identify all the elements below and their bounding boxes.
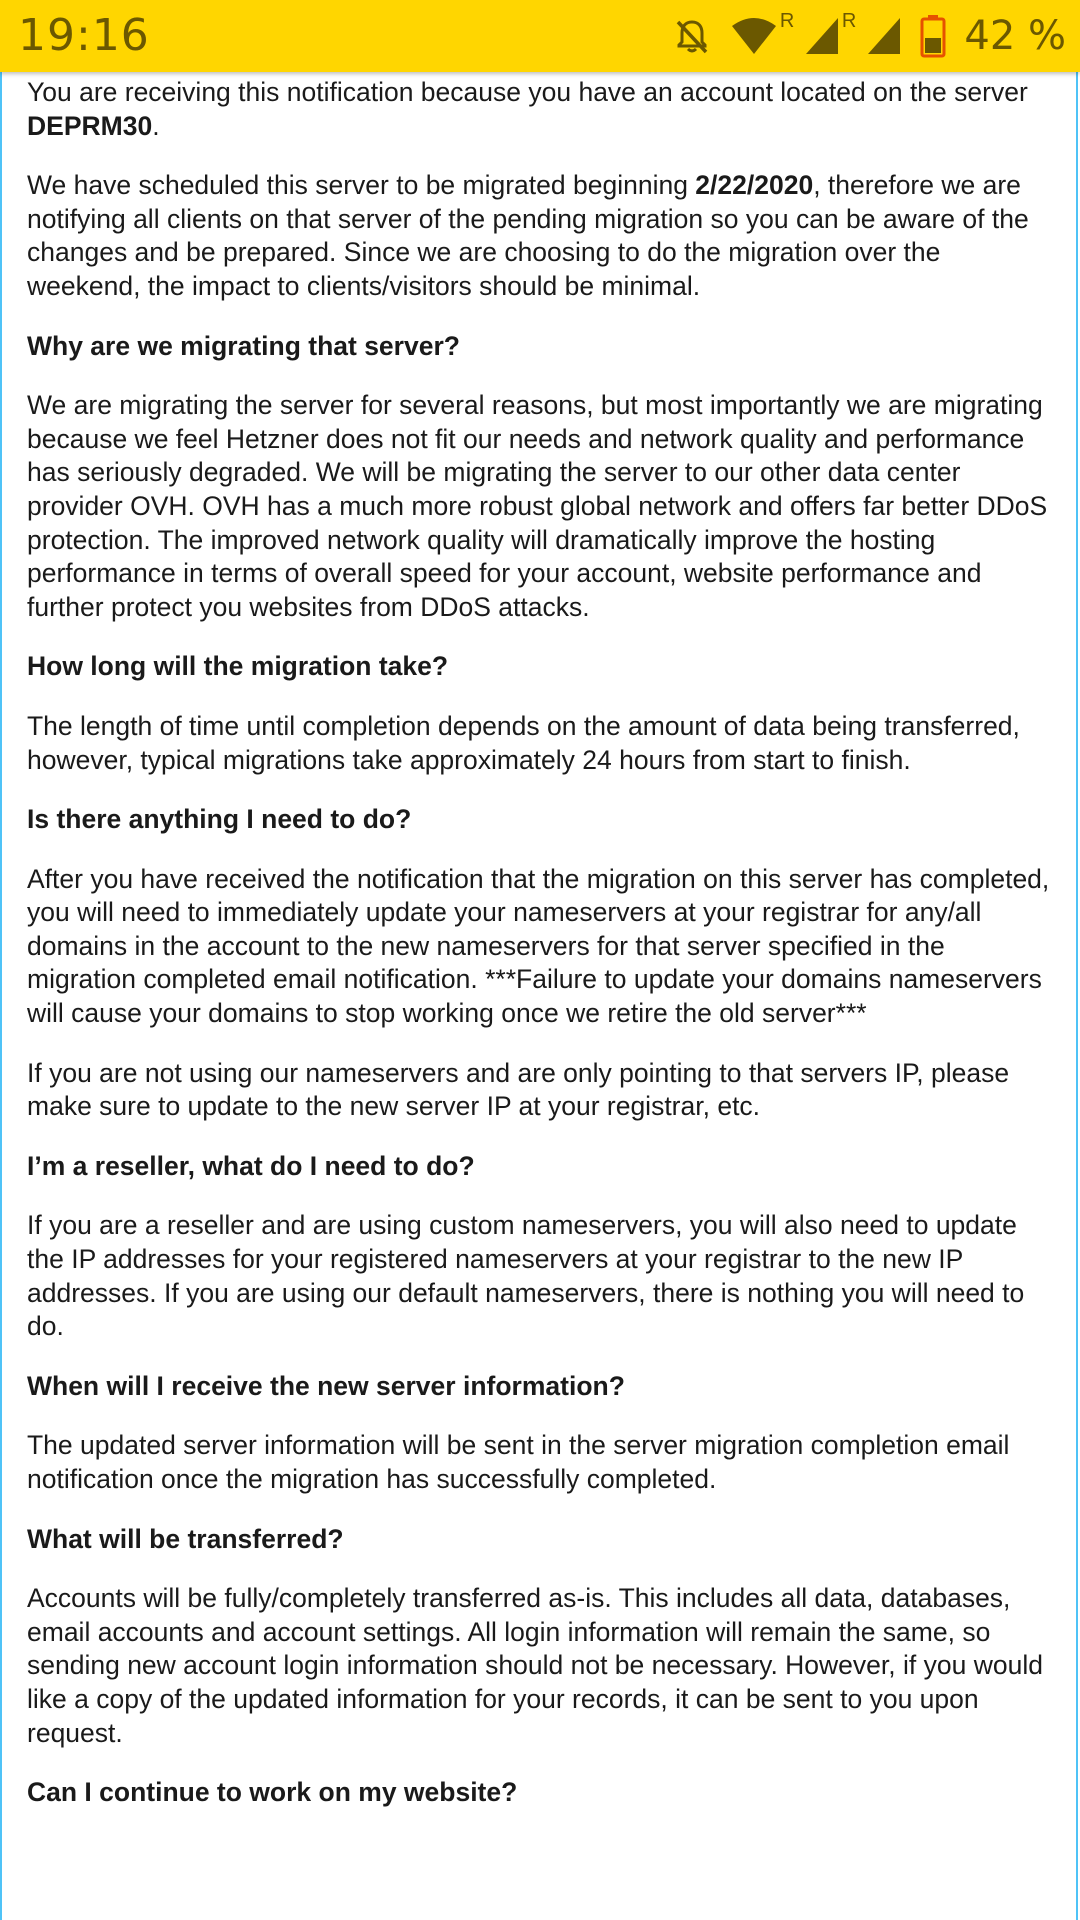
schedule-text-cont: , therefore we are notifying all clients on that server of the pending migration so you can be aware of the changes and be prepared. Since we are choosing to do the migration over the weekend, the impact to clients/visitors should be minimal. xyxy=(27,170,1029,301)
answer-todo-1: After you have received the notification that the migration on this server has completed, you will need to immediately update your nameservers at your registrar for any/all domains in the account to the new nameservers for that server specified in the migration completed email notification. ***Failure to update your domains nameservers will cause your domains to stop working once we retire the old server*** xyxy=(27,863,1050,1029)
intro-punct: . xyxy=(152,110,160,141)
email-body-frame[interactable] xyxy=(0,72,1078,1920)
answer-receive: The updated server information will be sent in the server migration completion email notification once the migration has successfully completed. xyxy=(27,1430,1010,1494)
notifications-off-icon xyxy=(672,16,712,56)
schedule-text: We have scheduled this server to be migrated beginning xyxy=(27,170,696,201)
answer-why: We are migrating the server for several reasons, but most importantly we are migrating because we feel Hetzner does not fit our needs and network quality and performance has seriously degraded. We will be migrating the server to our other data center provider OVH. OVH has a much more robust global network and offers far better DDoS protection. The improved network quality will dramatically improve the hosting performance in terms of overall speed for your account, website performance and further protect you websites from DDoS attacks. xyxy=(27,390,1048,622)
status-bar xyxy=(0,0,1080,72)
battery-icon xyxy=(920,14,946,58)
migration-date: 2/22/2020 xyxy=(695,170,814,201)
question-receive: When will I receive the new server information? xyxy=(27,1370,625,1401)
cell-signal-icon xyxy=(866,16,902,56)
battery-percent: 42 % xyxy=(964,13,1066,59)
intro-text: You are receiving this notification because you have an account located on the server xyxy=(27,77,1028,107)
status-time: 19:16 xyxy=(18,10,150,61)
schedule-paragraph xyxy=(27,169,1057,303)
question-transferred: What will be transferred? xyxy=(27,1523,344,1554)
answer-reseller: If you are a reseller and are using custom nameservers, you will also need to update the IP addresses for your registered nameservers at your registrar to the new IP addresses. If you are using our default nameservers, there is nothing you will need to do. xyxy=(27,1210,1025,1342)
question-continue: Can I continue to work on my website? xyxy=(27,1777,518,1808)
question-reseller: I’m a reseller, what do I need to do? xyxy=(27,1150,475,1181)
question-how-long: How long will the migration take? xyxy=(27,651,449,682)
wifi-icon xyxy=(730,10,795,56)
question-why: Why are we migrating that server? xyxy=(27,330,460,361)
intro-paragraph xyxy=(27,76,1057,143)
signal-roaming-label: R xyxy=(841,10,857,32)
answer-how-long: The length of time until completion depends on the amount of data being transferred, however, typical migrations take approximately 24 hours from start to finish. xyxy=(27,710,1020,775)
status-icons xyxy=(672,12,1066,60)
signal-roaming-label: R xyxy=(779,10,795,32)
server-name: DEPRM30 xyxy=(27,110,153,141)
answer-transferred: Accounts will be fully/completely transferred as-is. This includes all data, databases, email accounts and account settings. All login information will remain the same, so sending new account login information should not be necessary. However, if you would like a copy of the updated information for your records, it can be sent to you upon request. xyxy=(27,1583,1043,1748)
cell-signal-icon xyxy=(804,10,857,56)
answer-todo-2: If you are not using our nameservers and are only pointing to that servers IP, please make sure to update to the new server IP at your registrar, etc. xyxy=(27,1057,1010,1122)
email-body xyxy=(27,72,1057,1836)
question-todo: Is there anything I need to do? xyxy=(27,804,412,835)
